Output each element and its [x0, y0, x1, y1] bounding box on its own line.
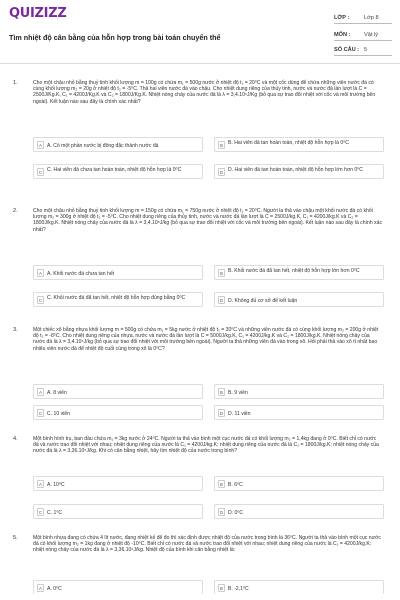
option-text: A. Có một phần nước bị đông đặc thành nước đá	[47, 142, 159, 149]
meta-label: MÔN :	[334, 32, 351, 38]
option-b[interactable]	[214, 265, 384, 280]
option-d[interactable]	[214, 292, 384, 307]
question-number: 1.	[13, 80, 18, 86]
option-text: D. Không đủ cơ sở để kết luận	[228, 297, 298, 304]
option-text: C. 1⁰C	[47, 509, 63, 516]
question-text: Một chiếc xô bằng nhựa khối lượng m = 500g có chứa m₁ = 5kg nước ở nhiệt độ t₁ = 30⁰C và những viên nước đá có cùng khối lượng m₂ = 200g ở nhiệt độ t₂ = -8⁰C. Cho nhiệt dung riêng của nhựa, nước và nước đá lần lượt là C = 5000J/kg.K, C₁ = 4200J/kg.K và C₂ = 1800J/kg.K. Nhiệt nóng chảy của nước đá là λ = 3,4.10⁵J/kg (bỏ qua sự trao đổi nhiệt với môi trường bên ngoài). Người ta thả những viên đá vào trong xô. Hỏi phải thả vào xô ít nhất bao nhiêu viên nước đá để nhiệt độ cuối cùng trong xô là 0⁰C?	[33, 327, 379, 352]
option-b[interactable]	[214, 580, 384, 594]
option-a[interactable]	[33, 137, 203, 152]
meta-subject	[334, 32, 378, 38]
option-letter: A	[37, 269, 44, 277]
option-c[interactable]	[33, 405, 203, 420]
option-b[interactable]	[214, 384, 384, 399]
option-letter: C	[38, 510, 43, 515]
question-number: 4.	[13, 436, 18, 442]
question-text: Cho một chậu nhỏ bằng thuỷ tinh khối lượng m = 150g có chứa m₁ = 750g nước ở nhiệt độ t₁ = 20⁰C. Người ta thả vào chậu một khối nước đá có khối lượng m₂ = 300g ở nhiệt độ t₂ = -5⁰C. Cho nhiệt dung riêng của thủy tinh, nước và nước đá lần lượt là C = 2500J/kg.K, C₁ = 4200J/kg.K và C₂ = 1800J/kg.K. Nhiệt nóng chảy của nước đá là λ = 3,4.10⁵J/kg (bỏ qua sự trao đổi nhiệt với cốc và môi trường bên ngoài). Kết luận nào sau đây là chính xác nhất?	[33, 208, 382, 233]
option-b[interactable]	[214, 476, 384, 491]
meta-label: LỚP :	[334, 15, 350, 21]
option-letter: C	[38, 298, 43, 303]
option-text: C. Khối nước đá đã tan hết, nhiệt độ hỗn hợp đúng bằng 0⁰C	[47, 295, 186, 301]
option-text: B. Khối nước đá đã tan hết, nhiệt độ hỗn hợp lớn hơn 0⁰C	[228, 268, 360, 274]
option-text: D. 0⁰C	[228, 509, 244, 516]
option-letter: B	[218, 584, 225, 592]
option-text: A. 8 viên	[47, 389, 67, 396]
question-text: Một bình hình trụ, ban đầu chứa m₁ = 3kg nước ở 24⁰C. Người ta thả vào bình một cục nước đá có khối lượng m₂ = 1,4kg đang ở 0⁰C. Biết chỉ có nước đá và nước trao đổi nhiệt với nhau; nhiệt dung riêng của nước là C₁ = 4200J/kg.K; nhiệt dung riêng của nước đá là C₂ = 1800J/kg.K; nhiệt nóng chảy của nước đá là λ = 3,36.10⁵J/kg. Khi có cân bằng nhiệt, hãy tìm nhiệt độ của nước trong bình?	[33, 436, 379, 455]
option-letter: D	[219, 411, 224, 416]
option-c[interactable]	[33, 164, 203, 179]
option-d[interactable]	[214, 405, 384, 420]
option-text: A. 0⁰C	[47, 585, 62, 592]
meta-label: SỐ CÂU :	[334, 47, 360, 53]
question-text: Cho một chậu nhỏ bằng thuỷ tinh khối lượng m = 100g có chứa m₁ = 500g nước ở nhiệt độ t₁ = 20⁰C và một cốc dùng để chứa những viên nước đá có cùng khối lượng m₂ = 20g ở nhiệt độ t₂ = -5⁰C. Thả hai viên nước đá vào chậu. Cho nhiệt dung riêng của thủy tinh, nước và nước đá lần lượt là C = 2500J/Kg.K, C₁ = 4200J/Kg.K và C₂ = 1800J/Kg.K. Nhiệt nóng chảy của nước đá là λ = 3,4.10⁵J/Kg (bỏ qua sự trao đổi nhiệt với cốc và môi trường bên ngoài). Kết luận nào sau đây là chính xác nhất?	[33, 80, 376, 105]
option-letter: C	[38, 411, 43, 416]
option-c[interactable]	[33, 504, 203, 519]
option-a[interactable]	[33, 384, 203, 399]
option-letter: A	[37, 480, 44, 488]
question-text: Một bình nhựa đang có chứa 4 lít nước, đang nhiệt kế để đo thì xác định được nhiệt độ của nước trong bình là 36⁰C. Người ta thả vào bình một cục nước đá có khối lượng m₂ = 1kg đang ở nhiệt độ -10⁰C. Biết chỉ có nước đá và nước trao đổi nhiệt với nhau; nhiệt dung riêng của nước là C₁ = 4200J/kg.K; nhiệt nóng chảy của nước đá là λ = 3,36.10⁵J/kg. Nhiệt độ của bình khi cân bằng nhiệt là:	[33, 535, 381, 554]
option-letter: B	[218, 388, 225, 396]
meta-grade	[334, 15, 379, 21]
option-letter: A	[37, 388, 44, 396]
option-letter: C	[38, 170, 43, 175]
option-c[interactable]	[33, 292, 203, 307]
option-a[interactable]	[33, 265, 203, 280]
option-a[interactable]	[33, 476, 203, 491]
option-letter: D	[219, 510, 224, 515]
option-text: C. Hai viên đá chưa tan hoàn toàn, nhiệt độ hỗn hợp là 0⁰C	[47, 167, 182, 173]
option-text: B. 6⁰C	[228, 481, 243, 488]
option-text: C. 10 viên	[47, 410, 70, 417]
meta-value: 5	[364, 47, 368, 53]
header-divider	[0, 63, 400, 64]
question-number: 3.	[13, 327, 18, 333]
option-letter: D	[219, 298, 224, 303]
option-b[interactable]	[214, 137, 384, 152]
meta-value: Lớp 8	[364, 15, 379, 21]
option-text: D. 11 viên	[228, 410, 251, 417]
option-d[interactable]	[214, 504, 384, 519]
meta-question-count	[334, 47, 367, 53]
quizizz-logo: QUIZIZZ	[9, 6, 67, 21]
option-text: A. 10⁰C	[47, 481, 65, 488]
option-text: A. Khối nước đá chưa tan hết	[47, 270, 115, 277]
option-letter: B	[218, 141, 225, 149]
header	[0, 0, 400, 62]
option-letter: A	[37, 584, 44, 592]
option-text: B. Hai viên đá tan hoàn toàn, nhiệt độ hỗn hợp là 0⁰C	[228, 140, 349, 146]
option-text: D. Hai viên đá tan hoàn toàn, nhiệt độ hỗn hợp lớn hơn 0⁰C	[228, 167, 363, 173]
option-letter: A	[37, 141, 44, 149]
option-d[interactable]	[214, 164, 384, 179]
question-number: 5.	[13, 535, 18, 541]
option-letter: D	[219, 170, 224, 175]
option-letter: B	[218, 269, 225, 277]
option-letter: B	[218, 480, 225, 488]
option-a[interactable]	[33, 580, 203, 594]
meta-value: Vật lý	[364, 32, 378, 38]
option-text: B. 9 viên	[228, 389, 248, 396]
option-text: B. -2,1⁰C	[228, 585, 249, 592]
page-title: Tìm nhiệt độ cân bằng của hỗn hợp trong bài toán chuyển thể	[9, 33, 221, 42]
question-number: 2.	[13, 208, 18, 214]
